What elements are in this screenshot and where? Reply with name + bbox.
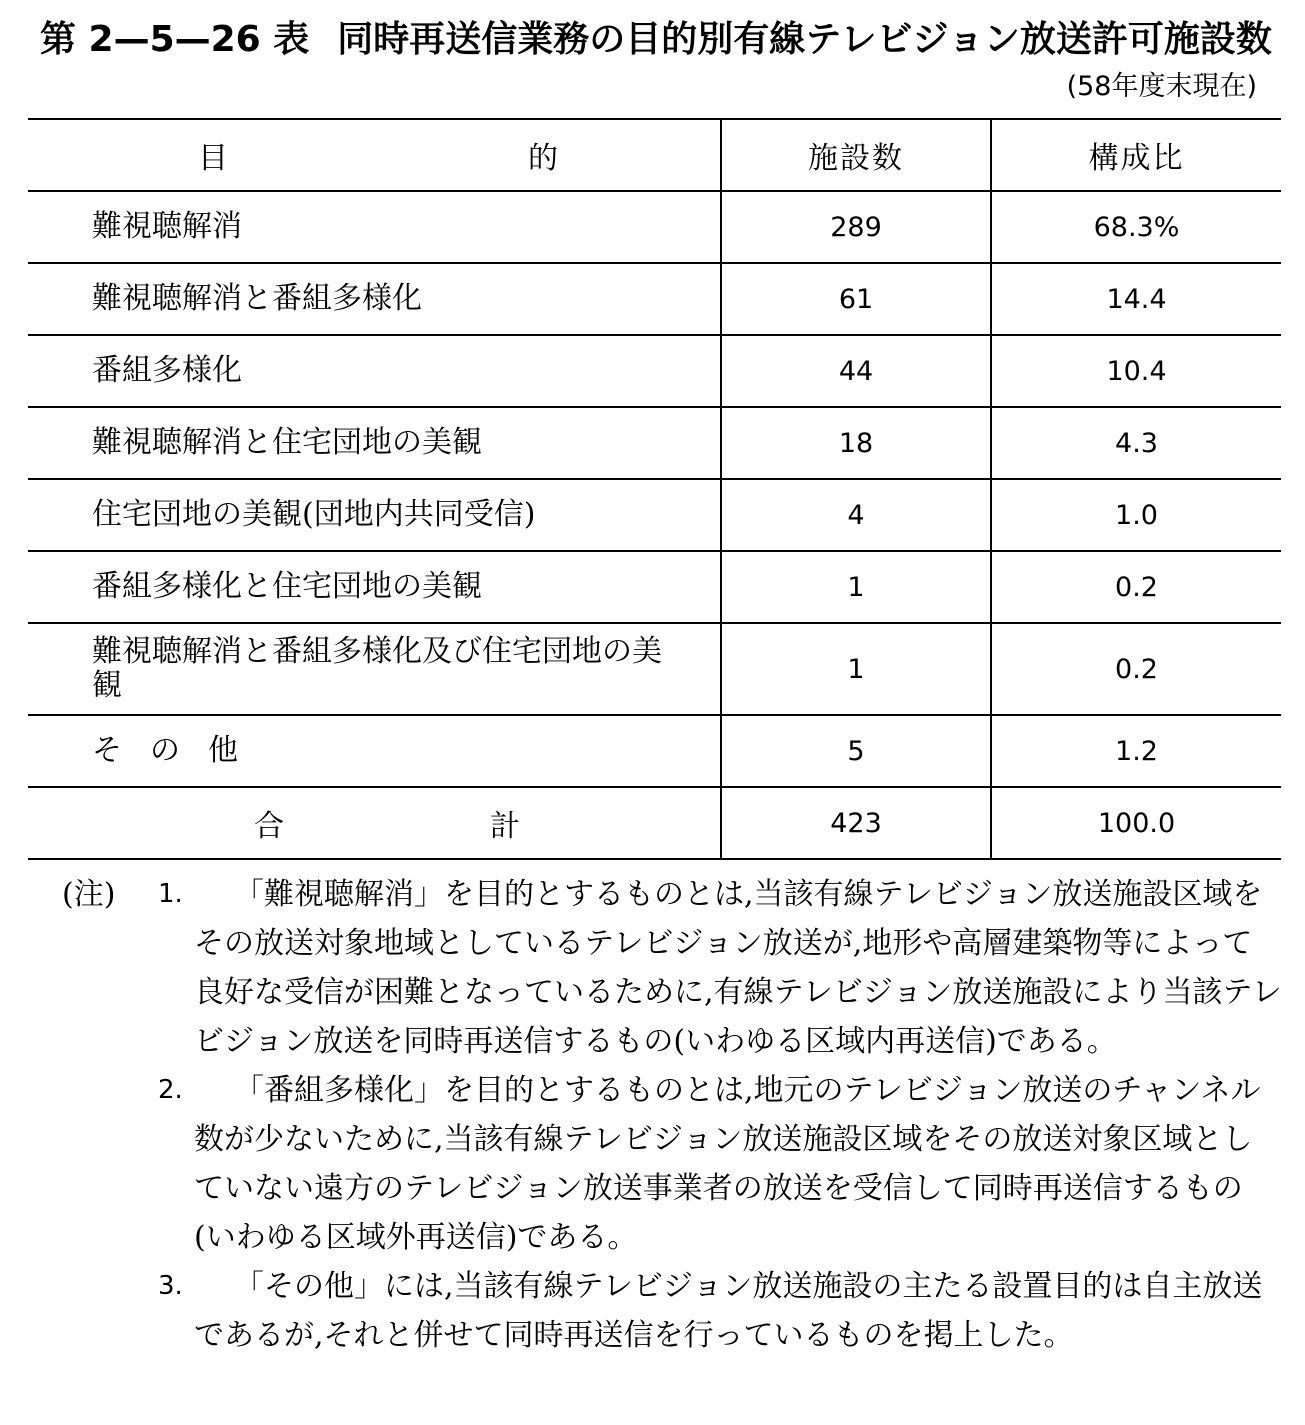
row-count: 1 (721, 551, 991, 623)
row-count: 1 (721, 623, 991, 715)
row-count: 289 (721, 191, 991, 263)
row-purpose: 難視聴解消と番組多様化 (28, 263, 721, 335)
header-purpose-right: 的 (528, 141, 560, 176)
notes-label: (注) (62, 877, 116, 912)
header-row (28, 119, 1281, 191)
note-text: 「その他」には,当該有線テレビジョン放送施設の主たる設置目的は自主放送であるが,それと併せて同時再送信を行っているものを掲上した。 (194, 1269, 1263, 1353)
row-ratio: 4.3 (991, 407, 1281, 479)
header-purpose (28, 119, 721, 191)
row-ratio: 1.2 (991, 715, 1281, 787)
note-text: 「番組多様化」を目的とするものとは,地元のテレビジョン放送のチャンネル数が少ないために,当該有線テレビジョン放送施設区域をその放送対象区域としていない遠方のテレビジョン放送事業者の放送を受信して同時再送信するもの(いわゆる区域外再送信)である。 (194, 1073, 1261, 1255)
row-purpose: 難視聴解消と住宅団地の美観 (28, 407, 721, 479)
row-count: 5 (721, 715, 991, 787)
note-item (62, 870, 1282, 1066)
table-title-text: 同時再送信業務の目的別有線テレビジョン放送許可施設数 (337, 19, 1272, 60)
table-row (28, 407, 1281, 479)
row-purpose: 難視聴解消 (28, 191, 721, 263)
header-purpose-left: 目 (198, 141, 230, 176)
table-row (28, 479, 1281, 551)
table-row (28, 715, 1281, 787)
note-text: 「難視聴解消」を目的とするものとは,当該有線テレビジョン放送施設区域をその放送対象地域としているテレビジョン放送が,地形や高層建築物等によって良好な受信が困難となっているために,有線テレビジョン放送施設により当該テレビジョン放送を同時再送信するもの(いわゆる区域内再送信)である。 (194, 877, 1282, 1059)
row-purpose: 難視聴解消と番組多様化及び住宅団地の美観 (28, 623, 721, 715)
table-row (28, 191, 1281, 263)
row-purpose: その他 (28, 715, 721, 787)
note-number: 2. (158, 1075, 183, 1105)
note-item (62, 1066, 1282, 1262)
total-count: 423 (721, 787, 991, 859)
row-purpose: 番組多様化と住宅団地の美観 (28, 551, 721, 623)
header-ratio: 構成比 (991, 119, 1281, 191)
row-count: 18 (721, 407, 991, 479)
row-ratio: 14.4 (991, 263, 1281, 335)
total-ratio: 100.0 (991, 787, 1281, 859)
header-count: 施設数 (721, 119, 991, 191)
row-purpose: 住宅団地の美観(団地内共同受信) (28, 479, 721, 551)
table-row (28, 551, 1281, 623)
facility-table (28, 118, 1281, 860)
table-row (28, 335, 1281, 407)
row-ratio: 0.2 (991, 551, 1281, 623)
row-ratio: 10.4 (991, 335, 1281, 407)
row-count: 4 (721, 479, 991, 551)
table-row (28, 263, 1281, 335)
as-of-date: (58年度末現在) (1066, 71, 1257, 102)
total-row (28, 787, 1281, 859)
row-count: 61 (721, 263, 991, 335)
row-count: 44 (721, 335, 991, 407)
total-label-right: 計 (490, 809, 520, 844)
total-label-left: 合 (254, 809, 284, 844)
table-number: 第 2—5—26 表 (40, 19, 310, 60)
row-ratio: 1.0 (991, 479, 1281, 551)
note-number: 1. (158, 879, 183, 909)
row-ratio: 68.3% (991, 191, 1281, 263)
row-ratio: 0.2 (991, 623, 1281, 715)
row-purpose: 番組多様化 (28, 335, 721, 407)
total-label (28, 787, 721, 859)
table-row (28, 623, 1281, 715)
notes (62, 870, 1282, 1360)
note-number: 3. (158, 1271, 183, 1301)
table-title (40, 18, 1290, 62)
note-item (62, 1262, 1282, 1360)
